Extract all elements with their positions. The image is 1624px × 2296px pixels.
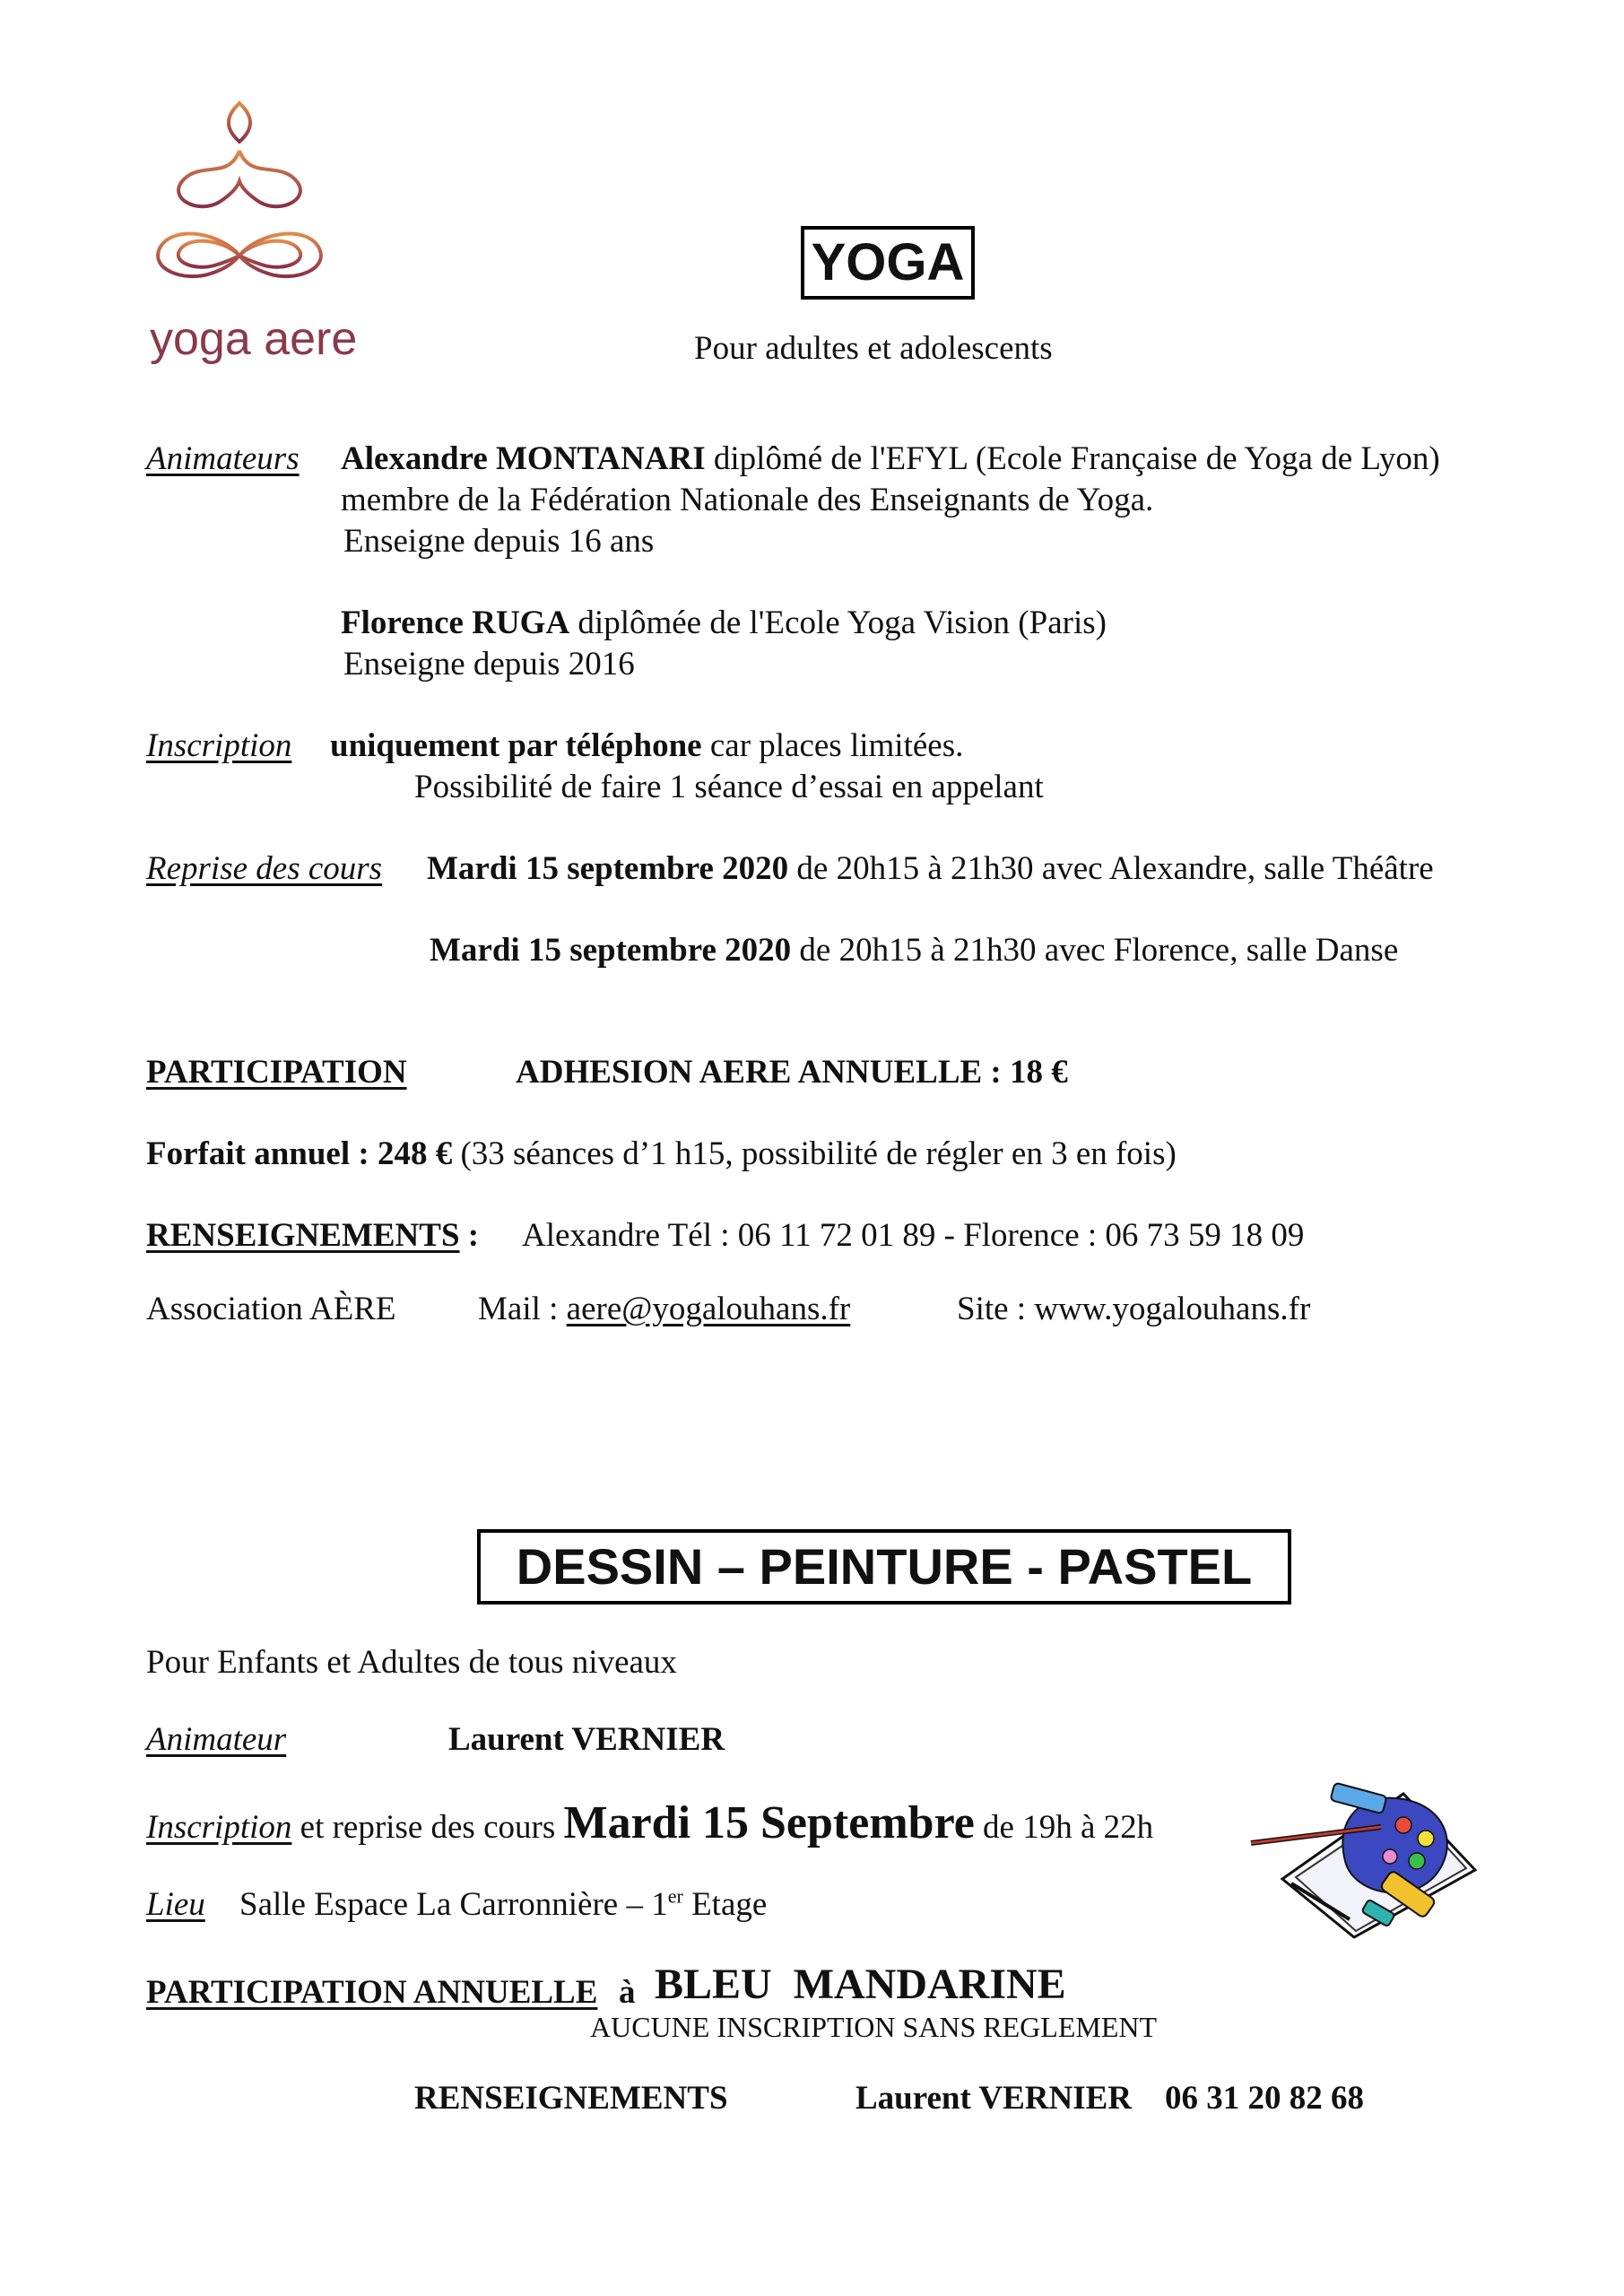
dessin-lieu-label: Lieu	[146, 1886, 205, 1923]
mail-link[interactable]: aere@yogalouhans.fr	[566, 1291, 851, 1327]
renseignements-colon: :	[459, 1217, 480, 1254]
dessin-inscription-date: Mardi 15 Septembre	[563, 1797, 975, 1848]
dessin-aucune-inscription: AUCUNE INSCRIPTION SANS REGLEMENT	[590, 2011, 1158, 2043]
dessin-lieu-etage: Etage	[682, 1886, 768, 1923]
dessin-inscription-hours: de 19h à 22h	[974, 1809, 1154, 1846]
dessin-participation-a: à	[619, 1974, 636, 2011]
dessin-animateur-label: Animateur	[146, 1721, 287, 1758]
site-text: Site : www.yogalouhans.fr	[957, 1291, 1311, 1327]
dessin-lieu-text	[239, 1885, 767, 1925]
animateur-florence-line1	[341, 604, 1107, 643]
mail-label: Mail :	[478, 1291, 567, 1327]
reprise2-details: de 20h15 à 21h30 avec Florence, salle Danse	[791, 932, 1399, 969]
participation-label: PARTICIPATION	[146, 1054, 407, 1091]
inscription-bold: uniquement par téléphone	[330, 727, 702, 764]
reprise-line2	[430, 931, 1398, 970]
animateur-alexandre-line1	[341, 439, 1440, 479]
dessin-participation-org: BLEU MANDARINE	[655, 1961, 1066, 2008]
dessin-inscription-mid: et reprise des cours	[291, 1809, 564, 1846]
yoga-title: YOGA	[801, 226, 975, 300]
inscription-label: Inscription	[146, 727, 292, 764]
animateur-florence-line2: Enseigne depuis 2016	[343, 646, 635, 683]
reprise-line1	[427, 849, 1434, 889]
alexandre-name: Alexandre MONTANARI	[341, 440, 706, 477]
dessin-title: DESSIN – PEINTURE - PASTEL	[477, 1529, 1291, 1605]
animateur-alexandre-line2: membre de la Fédération Nationale des Enseignants de Yoga.	[341, 482, 1154, 518]
dessin-lieu-sup: er	[667, 1884, 683, 1908]
association-name: Association AÈRE	[146, 1291, 396, 1327]
florence-name: Florence RUGA	[341, 604, 570, 641]
reprise1-details: de 20h15 à 21h30 avec Alexandre, salle Théâtre	[788, 850, 1434, 887]
logo-text: yoga aere	[150, 313, 358, 365]
dessin-renseignements-label: RENSEIGNEMENTS	[414, 2080, 728, 2117]
adhesion-text: ADHESION AERE ANNUELLE : 18 €	[516, 1054, 1068, 1091]
dessin-renseignements-contact: Laurent VERNIER 06 31 20 82 68	[855, 2080, 1365, 2117]
florence-diploma: diplômée de l'Ecole Yoga Vision (Paris)	[569, 604, 1107, 641]
dessin-animateur-name: Laurent VERNIER	[448, 1721, 725, 1758]
yoga-subtitle: Pour adultes et adolescents	[694, 330, 1053, 367]
dessin-lieu-place: Salle Espace La Carronnière – 1	[239, 1886, 668, 1923]
dessin-subtitle: Pour Enfants et Adultes de tous niveaux	[146, 1644, 677, 1681]
paint-palette-icon	[1246, 1771, 1480, 1942]
inscription-line1	[330, 726, 963, 766]
inscription-line2: Possibilité de faire 1 séance d’essai en appelant	[414, 769, 1044, 805]
reprise1-date: Mardi 15 septembre 2020	[427, 850, 789, 887]
yoga-figure-icon	[148, 99, 354, 305]
animateurs-label: Animateurs	[146, 440, 300, 477]
renseignements-line	[146, 1216, 479, 1256]
inscription-rest: car places limitées.	[701, 727, 964, 764]
dessin-lieu-line	[146, 1885, 205, 1925]
reprise-label: Reprise des cours	[146, 850, 383, 887]
renseignements-phones: Alexandre Tél : 06 11 72 01 89 - Florence : 06 73 59 18 09	[522, 1217, 1305, 1254]
animateur-alexandre-line3: Enseigne depuis 16 ans	[343, 523, 655, 560]
reprise2-date: Mardi 15 septembre 2020	[430, 932, 792, 969]
forfait-bold: Forfait annuel : 248 €	[146, 1135, 453, 1172]
forfait-line	[146, 1135, 1177, 1174]
dessin-inscription-line	[146, 1798, 1153, 1853]
mail-line	[478, 1290, 850, 1329]
renseignements-label: RENSEIGNEMENTS	[146, 1217, 460, 1254]
dessin-participation-label: PARTICIPATION ANNUELLE	[146, 1974, 598, 2011]
forfait-details: (33 séances d’1 h15, possibilité de régler en 3 en fois)	[452, 1135, 1177, 1172]
yoga-aere-logo	[148, 99, 358, 377]
alexandre-diploma: diplômé de l'EFYL (Ecole Française de Yoga de Lyon)	[705, 440, 1440, 477]
dessin-inscription-label: Inscription	[146, 1809, 292, 1846]
